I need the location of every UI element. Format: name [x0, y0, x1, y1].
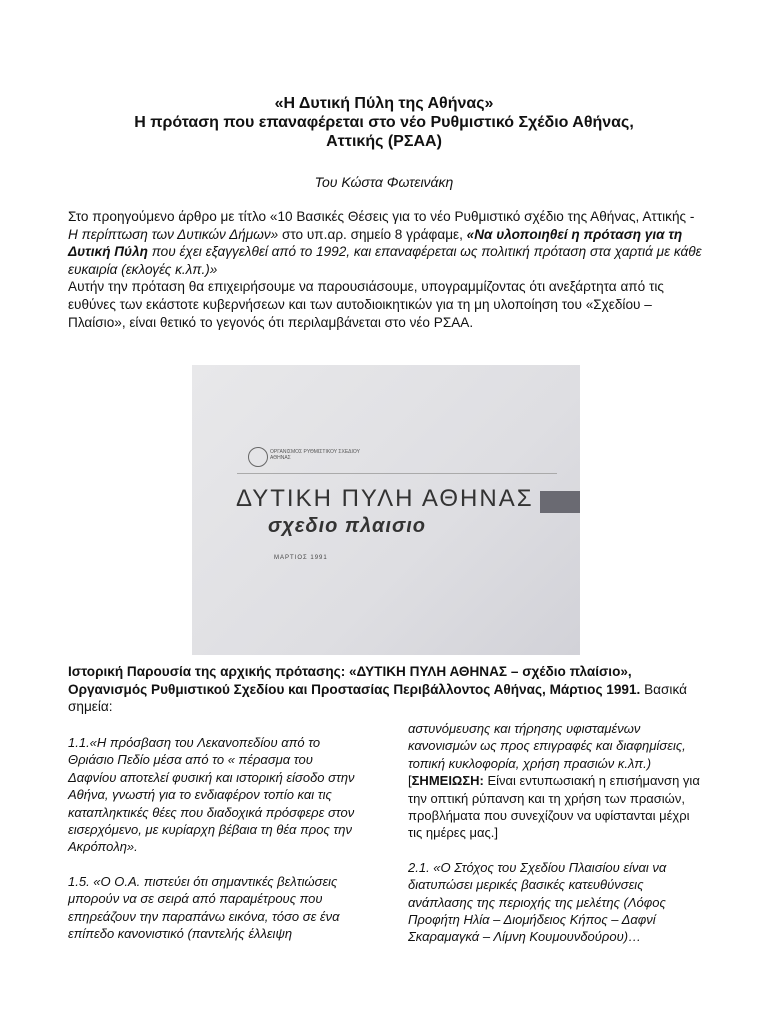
right-paragraph-1: [408, 720, 704, 842]
right-p1-note-label: ΣΗΜΕΙΩΣΗ:: [411, 773, 484, 789]
right-p1-bracket: [: [408, 773, 412, 789]
figure-org-line2: ΑΘΗΝΑΣ: [270, 455, 291, 461]
intro-p1-mid: στο υπ.αρ. σημείο 8 γράφαμε,: [278, 226, 467, 242]
cover-photo: [192, 365, 580, 655]
title-line-2: Η πρόταση που επαναφέρεται στο νέο Ρυθμιστικό Σχέδιο Αθήνας,: [134, 114, 634, 131]
organization-logo-icon: [248, 447, 268, 467]
figure-divider: [237, 473, 557, 474]
title-line-3: Αττικής (ΡΣΑΑ): [326, 133, 442, 150]
figure-subtitle: σχεδιο πλαισιο: [268, 515, 427, 537]
intro-p1-italic2: που έχει εξαγγελθεί από το 1992, και επαναφέρεται ως πολιτική πρόταση στα χαρτιά με κάθε ευκαιρία (εκλογές κ.λπ.)»: [68, 244, 702, 277]
intro-text: [68, 208, 704, 331]
figure-org-line1: ΟΡΓΑΝΙΣΜΟΣ ΡΥΘΜΙΣΤΙΚΟΥ ΣΧΕΔΙΟΥ: [270, 449, 360, 455]
section-heading-normal: Βασικά σημεία:: [68, 681, 687, 715]
intro-p1-start: Στο προηγούμενο άρθρο με τίτλο «10 Βασικές Θέσεις για το νέο Ρυθμιστικό σχέδιο της Αθήνας, Αττικής -: [68, 209, 695, 224]
right-p1-italic: αστυνόμευσης και τήρησης υφισταμένων κανονισμών ως προς επιγραφές και διαφημίσεις, τοπική κυκλοφορία, χρήση πρασιών κ.λπ.): [408, 721, 686, 771]
title-line-1: «Η Δυτική Πύλη της Αθήνας»: [274, 95, 494, 112]
figure-org: [270, 449, 360, 461]
section-heading-bold: Ιστορική Παρουσία της αρχικής πρότασης: «ΔΥΤΙΚΗ ΠΥΛΗ ΑΘΗΝΑΣ – σχέδιο πλαίσιο», Οργανισμός Ρυθμιστικού Σχεδίου και Προστασίας Περιβάλλοντος Αθήνας, Μάρτιος 1991.: [68, 664, 641, 697]
left-column: [68, 734, 358, 959]
left-paragraph-2: 1.5. «Ο Ο.Α. πιστεύει ότι σημαντικές βελτιώσεις μπορούν να σε σειρά από παραμέτρους που επηρεάζουν την παραπάνω εικόνα, τόσο σε ένα επίπεδο κανονιστικό (παντελής έλλειψη: [68, 873, 340, 942]
figure-dark-bar: [540, 491, 580, 513]
figure-title: ΔΥΤΙΚΗ ΠΥΛΗ ΑΘΗΝΑΣ: [236, 485, 534, 512]
left-paragraph-1: 1.1.«Η πρόσβαση του Λεκανοπεδίου από το Θριάσιο Πεδίο μέσα από το « πέρασμα του Δαφνίου αποτελεί φυσική και ιστορική είσοδο στην Αθήνα, γνωστή για το ενδιαφέρον τοπίο και τις καταπληκτικές θέες που διαδοχικά πρόσφερε στον εισερχόμενο, με κυρίαρχη βέβαια τη θέα προς την Ακρόπολη».: [68, 735, 355, 855]
figure-date: ΜΑΡΤΙΟΣ 1991: [274, 555, 328, 561]
right-column: [408, 720, 704, 963]
intro-p1-bold-italic: «Να υλοποιηθεί η πρόταση για τη Δυτική Πύλη: [68, 226, 683, 260]
document-title: [60, 94, 708, 151]
intro-p1-italic: Η περίπτωση των Δυτικών Δήμων»: [68, 226, 279, 242]
right-paragraph-2: 2.1. «Ο Στόχος του Σχεδίου Πλαισίου είναι να διατυπώσει μερικές βασικές κατευθύνσεις ανάπλασης της περιοχής της μελέτης (Λόφος Προφήτη Ηλία – Διομήδειος Κήπος – Δαφνί Σκαραμαγκά – Λίμνη Κουμουνδούρου)…: [408, 859, 667, 945]
right-p1-note-text: Είναι εντυπωσιακή η επισήμανση για την οπτική ρύπανση και τη χρήση των πρασιών, προβλήματα που συνεχίζουν να υφίστανται μέχρι τις ημέρες μας.]: [408, 773, 700, 841]
section-heading: [68, 663, 708, 716]
author-byline: Του Κώστα Φωτεινάκη: [314, 174, 454, 190]
intro-p2: Αυτήν την πρόταση θα επιχειρήσουμε να παρουσιάσουμε, υπογραμμίζοντας ότι ανεξάρτητα από τις ευθύνες των εκάστοτε κυβερνήσεων και των αυτοδιοικητικών για τη μη υλοποίηση του «Σχεδίου – Πλαίσιο», είναι θετικό το γεγονός ότι περιλαμβάνεται στο νέο ΡΣΑΑ.: [68, 279, 664, 330]
